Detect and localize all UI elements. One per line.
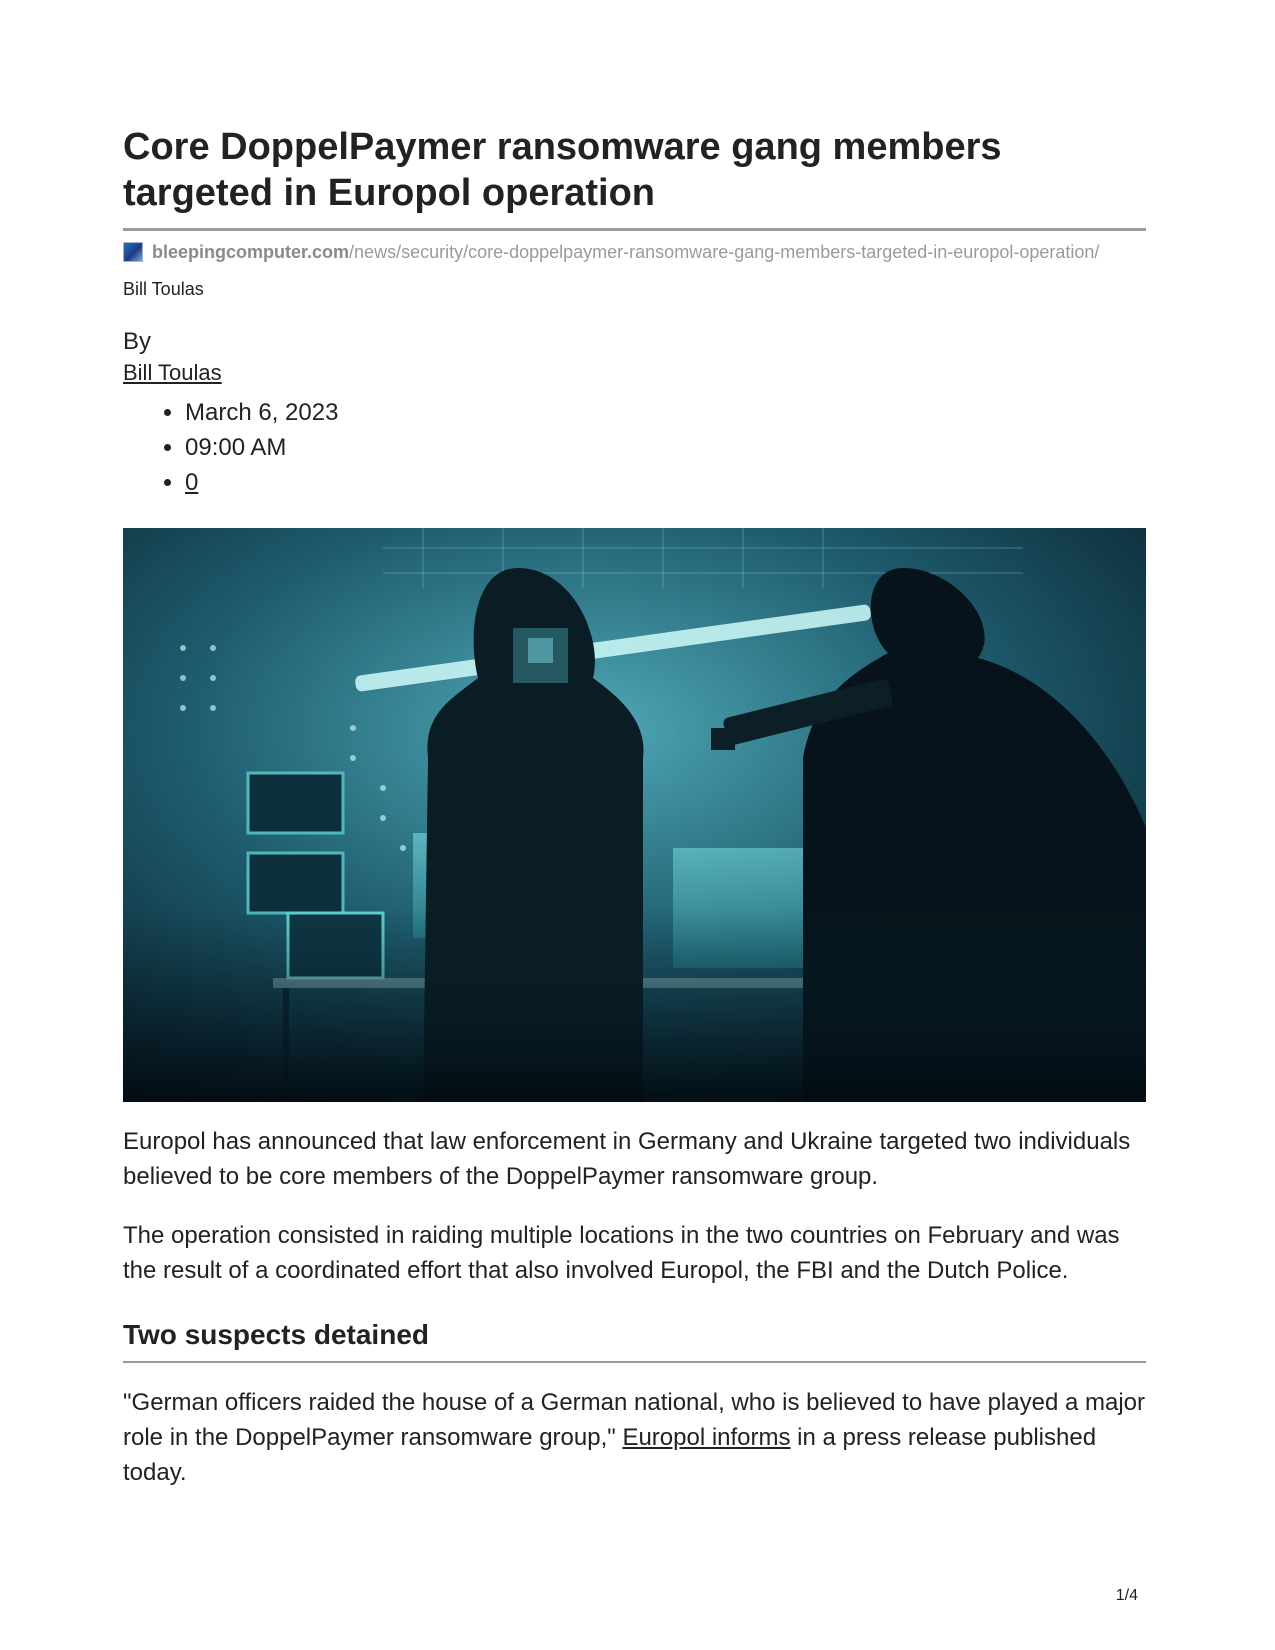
author-link[interactable]: Bill Toulas [123, 360, 222, 385]
section-heading: Two suspects detained [123, 1319, 429, 1350]
page-number: 1/4 [1115, 1587, 1138, 1604]
europol-informs-link[interactable]: Europol informs [622, 1424, 791, 1451]
source-url[interactable] [123, 240, 1146, 264]
quote-tail: in a press release published today. [123, 1424, 1097, 1486]
article-meta-list [123, 395, 1146, 500]
article-title: Core DoppelPaymer ransomware gang members targeted in Europol operation [123, 126, 1002, 214]
meta-author: Bill Toulas [123, 279, 204, 299]
publish-time: • 09:00 AM [185, 430, 1146, 465]
paragraph-2: The operation consisted in raiding multiple locations in the two countries on February and was the result of a coordinated effort that also involved Europol, the FBI and the Dutch Police. [123, 1222, 1120, 1284]
title-divider [123, 228, 1146, 231]
source-domain: bleepingcomputer.com [152, 242, 350, 262]
site-favicon-icon [123, 242, 143, 262]
comments-count-item [185, 465, 1146, 500]
section-divider [123, 1361, 1146, 1363]
hero-image [123, 528, 1146, 1102]
quote-text: "German officers raided the house of a German national, who is believed to have played a major role in the DoppelPaymer ransomware group," [123, 1389, 1145, 1451]
source-path: /news/security/core-doppelpaymer-ransomware-gang-members-targeted-in-europol-operation/ [349, 242, 1100, 262]
paragraph-1: Europol has announced that law enforcement in Germany and Ukraine targeted two individuals believed to be core members of the DoppelPaymer ransomware group. [123, 1128, 1131, 1190]
byline-by-label: By [123, 328, 152, 355]
paragraph-3 [123, 1385, 1146, 1490]
article [123, 124, 1146, 1490]
comments-count-link[interactable]: 0 [185, 469, 199, 496]
publish-date: • March 6, 2023 [185, 395, 1146, 430]
